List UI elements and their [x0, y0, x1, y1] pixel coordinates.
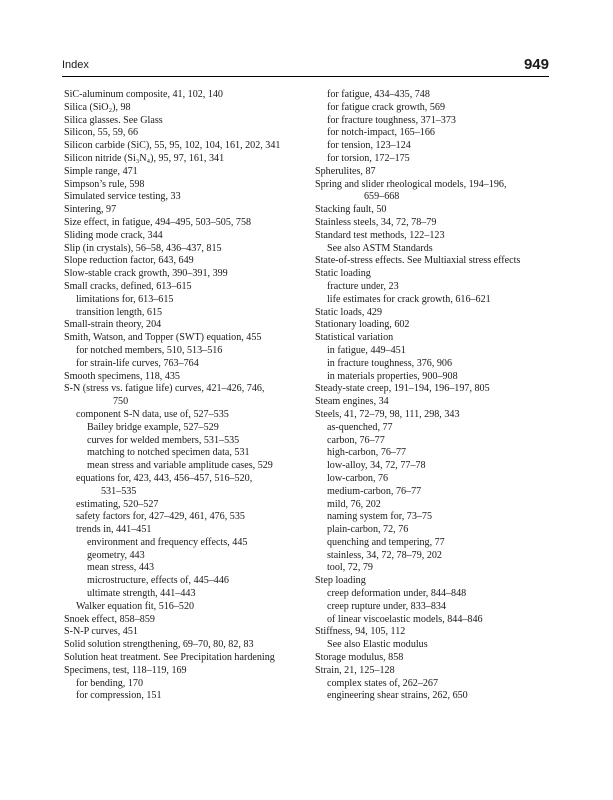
index-entry: Simpson’s rule, 598 — [64, 178, 145, 190]
index-subentry: safety factors for, 427–429, 461, 476, 535 — [76, 511, 245, 523]
index-entry: Solid solution strengthening, 69–70, 80, 82, 83 — [64, 639, 254, 651]
index-subentry: in materials properties, 900–908 — [327, 370, 458, 382]
index-entry: Small-strain theory, 204 — [64, 319, 162, 331]
index-entry: Solution heat treatment. See Precipitation hardening — [64, 652, 275, 664]
index-subentry: curves for welded members, 531–535 — [87, 434, 240, 446]
index-continuation: 659–668 — [364, 191, 400, 203]
index-continuation: 531–535 — [101, 485, 137, 497]
index-entry: Silica (SiO₂), 98 — [64, 101, 131, 113]
index-entry: Silica glasses. See Glass — [64, 114, 163, 126]
index-subentry: stainless, 34, 72, 78–79, 202 — [327, 549, 442, 561]
index-entry: Strain, 21, 125–128 — [315, 664, 395, 676]
index-subentry: Bailey bridge example, 527–529 — [87, 421, 219, 433]
index-entry: Silicon nitride (Si₃N₄), 95, 97, 161, 341 — [64, 152, 225, 164]
index-subentry: for bending, 170 — [76, 677, 143, 689]
index-entry: S-N-P curves, 451 — [64, 626, 138, 638]
index-entry: Steady-state creep, 191–194, 196–197, 805 — [315, 383, 490, 395]
index-subentry: quenching and tempering, 77 — [327, 536, 445, 548]
index-subentry: medium-carbon, 76–77 — [327, 485, 422, 497]
index-subentry: for fatigue, 434–435, 748 — [327, 89, 430, 100]
index-subentry: for notch-impact, 165–166 — [327, 127, 435, 139]
index-entry: Slope reduction factor, 643, 649 — [64, 255, 194, 267]
index-subentry: matching to notched specimen data, 531 — [87, 447, 250, 459]
index-entry: Simple range, 471 — [64, 165, 138, 177]
page-number: 949 — [523, 56, 549, 73]
index-entry: Size effect, in fatigue, 494–495, 503–505, 758 — [64, 216, 252, 228]
index-entry: Standard test methods, 122–123 — [315, 229, 445, 241]
index-entry: Snoek effect, 858–859 — [64, 613, 155, 625]
index-subentry: high-carbon, 76–77 — [327, 447, 407, 459]
index-subentry: mean stress and variable amplitude cases, 529 — [87, 460, 273, 472]
index-entry: Spherulites, 87 — [315, 165, 376, 177]
index-subentry: ultimate strength, 441–443 — [87, 588, 196, 600]
index-subentry: plain-carbon, 72, 76 — [327, 524, 409, 536]
index-entry: Steam engines, 34 — [315, 396, 389, 408]
index-subentry: limitations for, 613–615 — [76, 293, 174, 305]
index-subentry: fracture under, 23 — [327, 280, 399, 292]
index-column-left — [64, 89, 304, 703]
index-entry: Sliding mode crack, 344 — [64, 229, 163, 241]
index-subentry: See also Elastic modulus — [327, 639, 428, 651]
index-entry: Small cracks, defined, 613–615 — [64, 280, 192, 292]
index-subentry: component S-N data, use of, 527–535 — [76, 408, 229, 420]
index-subentry: mean stress, 443 — [87, 562, 154, 574]
index-entry: Statistical variation — [315, 332, 394, 344]
index-subentry: for strain-life curves, 763–764 — [76, 357, 199, 369]
index-subentry: for torsion, 172–175 — [327, 152, 410, 164]
index-subentry: life estimates for crack growth, 616–621 — [327, 293, 491, 305]
index-subentry: environment and frequency effects, 445 — [87, 536, 248, 548]
index-subentry: mild, 76, 202 — [327, 498, 381, 510]
index-entry: Slip (in crystals), 56–58, 436–437, 815 — [64, 242, 222, 254]
index-subentry: low-alloy, 34, 72, 77–78 — [327, 460, 426, 472]
index-subentry: for notched members, 510, 513–516 — [76, 344, 223, 356]
index-entry: Slow-stable crack growth, 390–391, 399 — [64, 268, 228, 280]
index-subentry: for fracture toughness, 371–373 — [327, 114, 456, 126]
index-column-right — [315, 89, 555, 703]
index-subentry: complex states of, 262–267 — [327, 677, 439, 689]
index-subentry: for compression, 151 — [76, 690, 162, 702]
header-title: Index — [62, 59, 89, 71]
index-subentry: See also ASTM Standards — [327, 242, 433, 254]
index-entry: Spring and slider rheological models, 194–196, — [315, 178, 507, 190]
index-subentry: in fatigue, 449–451 — [327, 344, 406, 356]
index-subentry: tool, 72, 79 — [327, 562, 373, 574]
index-subentry: Walker equation fit, 516–520 — [76, 600, 195, 612]
index-subentry: of linear viscoelastic models, 844–846 — [327, 613, 483, 625]
index-subentry: in fracture toughness, 376, 906 — [327, 357, 453, 369]
index-entry: Silicon, 55, 59, 66 — [64, 127, 139, 139]
index-subentry: low-carbon, 76 — [327, 472, 389, 484]
index-entry: Steels, 41, 72–79, 98, 111, 298, 343 — [315, 408, 460, 420]
index-subentry: trends in, 441–451 — [76, 524, 152, 536]
running-header — [62, 58, 549, 77]
index-subentry: creep rupture under, 833–834 — [327, 600, 446, 612]
index-subentry: engineering shear strains, 262, 650 — [327, 690, 468, 702]
index-entry: Stainless steels, 34, 72, 78–79 — [315, 216, 437, 228]
index-subentry: for fatigue crack growth, 569 — [327, 101, 445, 113]
index-entry: Stacking fault, 50 — [315, 204, 387, 216]
index-subentry: for tension, 123–124 — [327, 140, 411, 152]
index-entry: Step loading — [315, 575, 366, 587]
index-subentry: transition length, 615 — [76, 306, 163, 318]
index-entry: Specimens, test, 118–119, 169 — [64, 664, 187, 676]
index-entry: Silicon carbide (SiC), 55, 95, 102, 104, 161, 202, 341 — [64, 140, 281, 152]
index-entry: SiC-aluminum composite, 41, 102, 140 — [64, 89, 223, 100]
index-subentry: carbon, 76–77 — [327, 434, 385, 446]
index-entry: Sintering, 97 — [64, 204, 117, 216]
index-entry: Static loads, 429 — [315, 306, 383, 318]
index-entry: Stationary loading, 602 — [315, 319, 410, 331]
index-entry: S-N (stress vs. fatigue life) curves, 421–426, 746, — [64, 383, 265, 395]
index-entry: Simulated service testing, 33 — [64, 191, 181, 203]
index-subentry: as-quenched, 77 — [327, 421, 393, 433]
index-subentry: microstructure, effects of, 445–446 — [87, 575, 229, 587]
index-entry: Storage modulus, 858 — [315, 652, 404, 664]
index-entry: Static loading — [315, 268, 371, 280]
index-subentry: naming system for, 73–75 — [327, 511, 433, 523]
index-subentry: estimating, 520–527 — [76, 498, 159, 510]
index-subentry: geometry, 443 — [87, 549, 145, 561]
index-entry: Smooth specimens, 118, 435 — [64, 370, 180, 382]
index-subentry: equations for, 423, 443, 456–457, 516–520, — [76, 472, 253, 484]
index-entry: State-of-stress effects. See Multiaxial stress effects — [315, 255, 521, 267]
index-continuation: 750 — [113, 396, 129, 408]
index-entry: Stiffness, 94, 105, 112 — [315, 626, 406, 638]
index-subentry: creep deformation under, 844–848 — [327, 588, 467, 600]
index-entry: Smith, Watson, and Topper (SWT) equation, 455 — [64, 332, 262, 344]
